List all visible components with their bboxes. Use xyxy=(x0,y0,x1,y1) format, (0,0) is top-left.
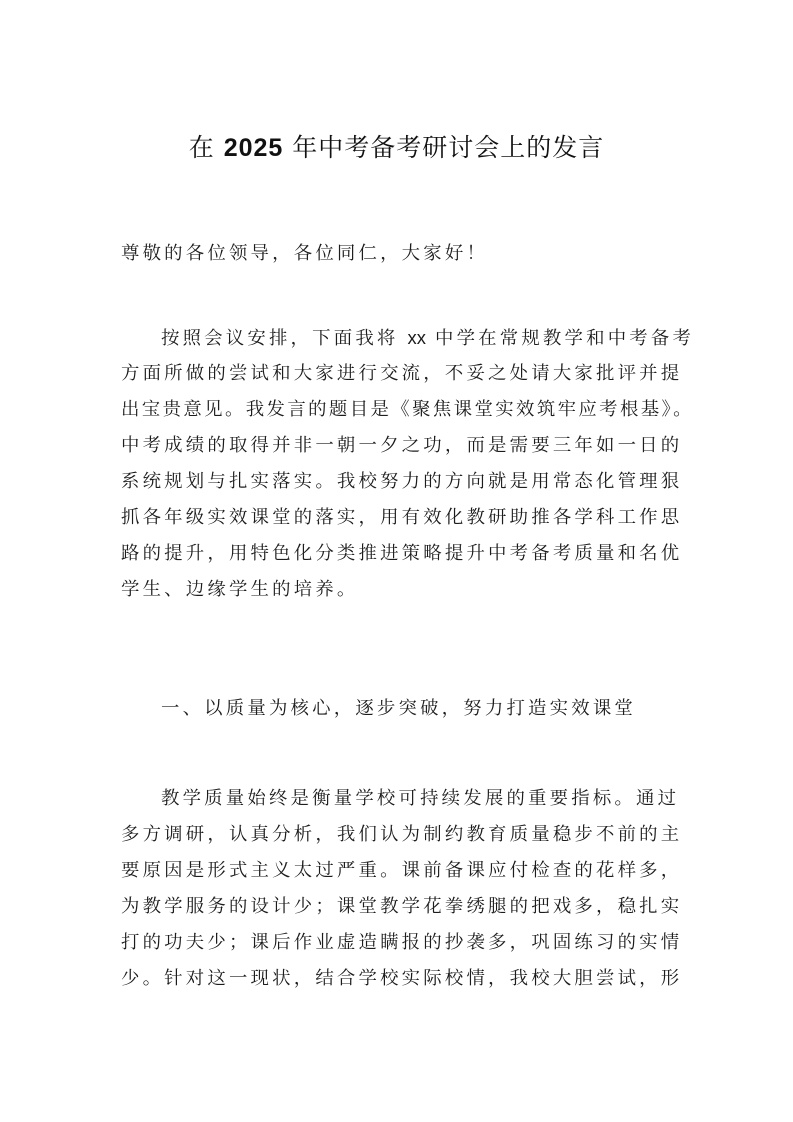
line-text: 中学在常规教学和中考备考 xyxy=(425,328,695,349)
paragraph-line: 打的功夫少；课后作业虚造瞒报的抄袭多，巩固练习的实情 xyxy=(121,932,683,953)
document-title xyxy=(0,128,793,164)
line-text: 按照会议安排，下面我将 xyxy=(161,328,408,349)
paragraph-line: 抓各年级实效课堂的落实，用有效化教研助推各学科工作思 xyxy=(121,507,683,528)
paragraph-line: 路的提升，用特色化分类推进策略提升中考备考质量和名优 xyxy=(121,543,683,564)
paragraph-line: 出宝贵意见。我发言的题目是《聚焦课堂实效筑牢应考根基》。 xyxy=(121,399,694,420)
title-year: 2025 xyxy=(223,134,284,162)
paragraph-line: 学生、边缘学生的培养。 xyxy=(121,579,359,600)
title-prefix: 在 xyxy=(188,133,224,162)
paragraph-line: 方面所做的尝试和大家进行交流，不妥之处请大家批评并提 xyxy=(121,363,683,384)
paragraph-line: 少。针对这一现状，结合学校实际校情，我校大胆尝试，形 xyxy=(121,968,683,989)
paragraph-line: 教学质量始终是衡量学校可持续发展的重要指标。通过 xyxy=(161,788,680,809)
greeting: 尊敬的各位领导，各位同仁，大家好！ xyxy=(121,243,489,264)
section-heading: 一、以质量为核心，逐步突破，努力打造实效课堂 xyxy=(161,698,636,719)
paragraph-line: 多方调研，认真分析，我们认为制约教育质量稳步不前的主 xyxy=(121,824,683,845)
paragraph-line: 系统规划与扎实落实。我校努力的方向就是用常态化管理狠 xyxy=(121,471,683,492)
paragraph-line: 要原因是形式主义太过严重。课前备课应付检查的花样多， xyxy=(121,860,683,881)
paragraph-line xyxy=(161,326,721,351)
paragraph-line: 中考成绩的取得并非一朝一夕之功，而是需要三年如一日的 xyxy=(121,435,683,456)
paragraph-line: 为教学服务的设计少；课堂教学花拳绣腿的把戏多，稳扎实 xyxy=(121,896,683,917)
title-suffix: 年中考备考研讨会上的发言 xyxy=(283,133,605,162)
school-placeholder: xx xyxy=(407,327,426,348)
